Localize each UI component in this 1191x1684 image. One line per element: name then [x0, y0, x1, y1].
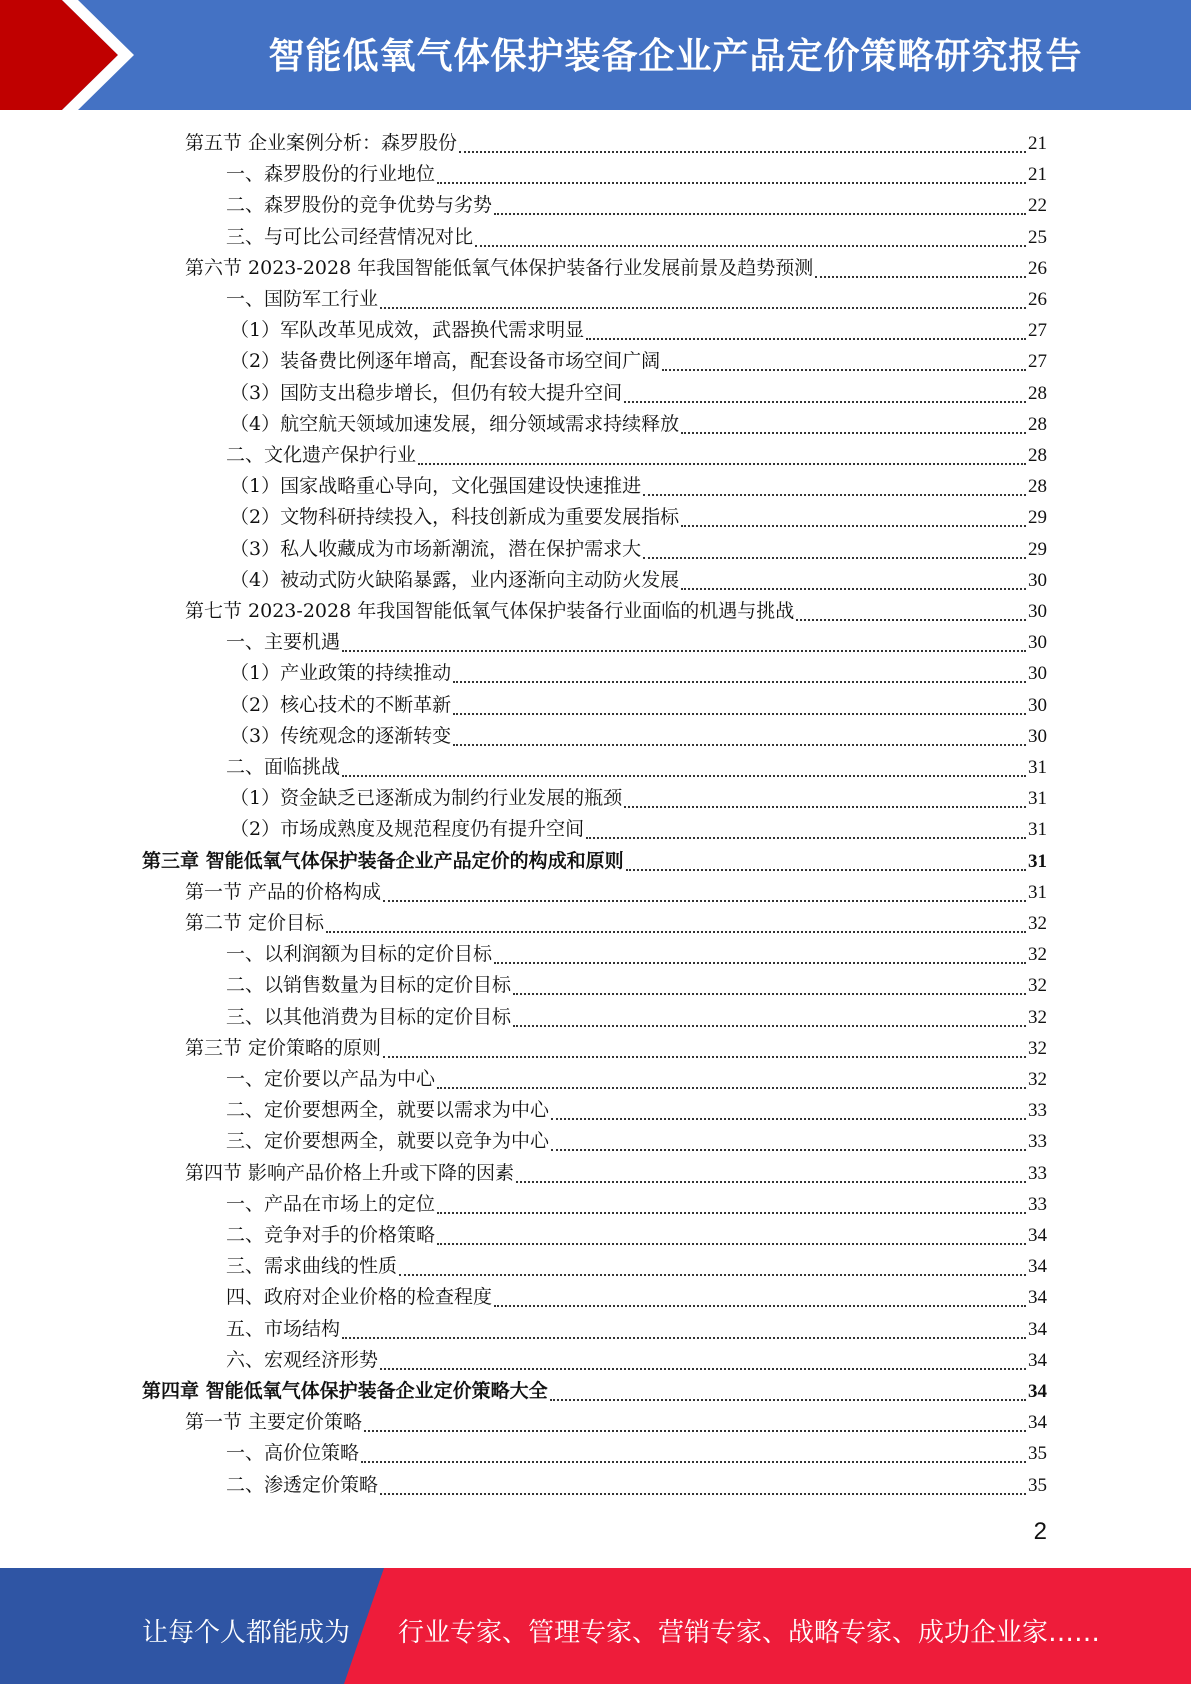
toc-subsection-entry[interactable]	[226, 1002, 1047, 1033]
toc-entry-title: 第五节 企业案例分析：森罗股份	[185, 132, 458, 154]
toc-entry-title: 三、以其他消费为目标的定价目标	[226, 1005, 512, 1028]
toc-dot-leader	[624, 805, 1026, 808]
toc-entry-title: （1）军队改革见成效，武器换代需求明显	[230, 319, 585, 342]
page-number: 2	[1033, 1518, 1047, 1545]
toc-subsection-entry[interactable]	[226, 1251, 1047, 1282]
toc-chapter-entry[interactable]	[142, 1376, 1047, 1407]
toc-entry-title: （2）市场成熟度及规范程度仍有提升空间	[230, 818, 585, 841]
toc-entry-page: 34	[1028, 1318, 1047, 1340]
toc-entry-page: 31	[1028, 881, 1047, 903]
header-chevron-icon	[0, 0, 160, 110]
toc-dot-leader	[380, 306, 1026, 309]
toc-dot-leader	[475, 244, 1026, 247]
toc-entry-title: 第四章 智能低氧气体保护装备企业定价策略大全	[142, 1380, 548, 1402]
toc-entry-page: 31	[1028, 757, 1047, 778]
toc-entry-title: （1）国家战略重心导向，文化强国建设快速推进	[230, 475, 642, 498]
toc-entry-page: 32	[1028, 913, 1047, 934]
toc-dot-leader	[418, 462, 1026, 465]
toc-dot-leader	[342, 649, 1026, 652]
toc-entry-title: 六、宏观经济形势	[226, 1348, 379, 1371]
toc-subsection-entry[interactable]	[230, 783, 1047, 814]
toc-entry-title: 第三章 智能低氧气体保护装备企业产品定价的构成和原则	[142, 849, 624, 872]
toc-dot-leader	[437, 1242, 1026, 1245]
toc-dot-leader	[681, 431, 1026, 434]
toc-section-entry[interactable]	[185, 877, 1047, 908]
toc-section-entry[interactable]	[185, 1407, 1047, 1438]
toc-entry-title: 三、与可比公司经营情况对比	[226, 225, 474, 248]
toc-entry-page: 27	[1028, 351, 1047, 373]
toc-subsection-entry[interactable]	[226, 627, 1047, 658]
toc-dot-leader	[624, 400, 1026, 403]
toc-dot-leader	[437, 1211, 1026, 1214]
toc-entry-title: 一、定价要以产品为中心	[226, 1068, 436, 1090]
toc-entry-page: 32	[1028, 1037, 1047, 1059]
toc-dot-leader	[494, 961, 1026, 964]
toc-entry-page: 33	[1028, 1162, 1047, 1184]
toc-entry-title: 第六节 2023-2028 年我国智能低氧气体保护装备行业发展前景及趋势预测	[185, 256, 814, 279]
toc-entry-title: 四、政府对企业价格的检查程度	[226, 1286, 493, 1309]
toc-section-entry[interactable]	[185, 253, 1047, 284]
toc-dot-leader	[342, 1336, 1026, 1339]
toc-subsection-entry[interactable]	[226, 222, 1047, 253]
toc-dot-leader	[513, 992, 1026, 995]
toc-dot-leader	[586, 337, 1026, 340]
toc-dot-leader	[453, 743, 1026, 746]
toc-entry-page: 34	[1028, 1349, 1047, 1371]
footer-slogan: 让每个人都能成为	[142, 1618, 351, 1648]
toc-subsection-entry[interactable]	[226, 1189, 1047, 1220]
toc-dot-leader	[399, 1273, 1026, 1276]
toc-subsection-entry[interactable]	[226, 1314, 1047, 1345]
toc-entry-title: 一、高价位策略	[226, 1442, 360, 1465]
toc-entry-title: 一、以利润额为目标的定价目标	[226, 943, 493, 966]
toc-entry-title: 第三节 定价策略的原则	[185, 1036, 382, 1059]
toc-dot-leader	[380, 1492, 1026, 1495]
footer-expert-list: 行业专家、管理专家、营销专家、战略专家、成功企业家……	[398, 1618, 1101, 1648]
toc-subsection-entry[interactable]	[226, 970, 1047, 1001]
toc-subsection-entry[interactable]	[230, 690, 1047, 721]
toc-subsection-entry[interactable]	[226, 1470, 1047, 1501]
toc-entry-title: （3）私人收藏成为市场新潮流，潜在保护需求大	[230, 537, 642, 560]
toc-dot-leader	[681, 587, 1026, 590]
toc-subsection-entry[interactable]	[230, 502, 1047, 533]
toc-entry-page: 26	[1028, 257, 1047, 279]
toc-entry-page: 34	[1028, 1381, 1047, 1402]
toc-dot-leader	[681, 524, 1026, 527]
toc-entry-title: （3）传统观念的逐渐转变	[230, 724, 452, 747]
toc-entry-page: 32	[1028, 1069, 1047, 1090]
toc-entry-page: 30	[1028, 632, 1047, 654]
toc-dot-leader	[364, 1429, 1026, 1432]
toc-entry-page: 35	[1028, 1474, 1047, 1496]
toc-entry-page: 30	[1028, 694, 1047, 716]
toc-entry-page: 34	[1028, 1287, 1047, 1309]
toc-subsection-entry[interactable]	[230, 409, 1047, 440]
toc-entry-title: （2）文物科研持续投入，科技创新成为重要发展指标	[230, 506, 680, 529]
toc-entry-title: （3）国防支出稳步增长，但仍有较大提升空间	[230, 381, 623, 404]
toc-dot-leader	[815, 275, 1026, 278]
toc-entry-page: 32	[1028, 944, 1047, 966]
toc-dot-leader	[643, 556, 1026, 559]
toc-dot-leader	[437, 181, 1026, 184]
toc-dot-leader	[662, 368, 1026, 371]
toc-entry-page: 29	[1028, 538, 1047, 560]
toc-entry-title: 二、森罗股份的竞争优势与劣势	[226, 194, 493, 217]
toc-entry-title: （4）被动式防火缺陷暴露，业内逐渐向主动防火发展	[230, 568, 680, 591]
toc-section-entry[interactable]	[185, 128, 1047, 159]
toc-dot-leader	[326, 930, 1026, 933]
toc-entry-page: 34	[1028, 1256, 1047, 1278]
toc-dot-leader	[453, 712, 1026, 715]
toc-entry-page: 26	[1028, 289, 1047, 310]
toc-subsection-entry[interactable]	[230, 378, 1047, 409]
toc-entry-title: 五、市场结构	[226, 1317, 341, 1340]
toc-dot-leader	[342, 774, 1026, 777]
toc-entry-page: 33	[1028, 1193, 1047, 1215]
toc-entry-page: 34	[1028, 1225, 1047, 1246]
toc-entry-title: 第四节 影响产品价格上升或下降的因素	[185, 1161, 515, 1184]
toc-subsection-entry[interactable]	[230, 721, 1047, 752]
toc-dot-leader	[453, 680, 1026, 683]
toc-entry-page: 30	[1028, 569, 1047, 591]
toc-dot-leader	[383, 899, 1026, 902]
toc-entry-page: 32	[1028, 975, 1047, 997]
toc-entry-page: 32	[1028, 1006, 1047, 1028]
toc-dot-leader	[551, 1117, 1026, 1120]
toc-entry-page: 30	[1028, 725, 1047, 747]
toc-subsection-entry[interactable]	[230, 565, 1047, 596]
toc-entry-page: 28	[1028, 382, 1047, 404]
toc-dot-leader	[626, 868, 1026, 871]
toc-dot-leader	[516, 1180, 1026, 1183]
toc-section-entry[interactable]	[185, 1158, 1047, 1189]
toc-dot-leader	[380, 1367, 1026, 1370]
toc-entry-title: （2）核心技术的不断革新	[230, 693, 452, 716]
toc-entry-page: 30	[1028, 601, 1047, 622]
toc-entry-page: 25	[1028, 226, 1047, 248]
toc-entry-title: 二、渗透定价策略	[226, 1473, 379, 1496]
toc-subsection-entry[interactable]	[226, 1095, 1047, 1126]
toc-subsection-entry[interactable]	[230, 346, 1047, 377]
toc-section-entry[interactable]	[185, 596, 1047, 627]
toc-entry-page: 22	[1028, 195, 1047, 217]
toc-subsection-entry[interactable]	[230, 471, 1047, 502]
toc-subsection-entry[interactable]	[226, 440, 1047, 471]
toc-dot-leader	[494, 1304, 1026, 1307]
toc-subsection-entry[interactable]	[230, 315, 1047, 346]
toc-entry-page: 21	[1028, 133, 1047, 154]
toc-entry-page: 28	[1028, 445, 1047, 466]
toc-entry-title: （1）产业政策的持续推动	[230, 662, 452, 685]
toc-entry-page: 31	[1028, 819, 1047, 841]
toc-subsection-entry[interactable]	[226, 190, 1047, 221]
toc-subsection-entry[interactable]	[226, 1345, 1047, 1376]
toc-section-entry[interactable]	[185, 1033, 1047, 1064]
toc-subsection-entry[interactable]	[230, 814, 1047, 845]
toc-entry-title: 一、森罗股份的行业地位	[226, 163, 436, 186]
toc-subsection-entry[interactable]	[226, 939, 1047, 970]
toc-dot-leader	[550, 1398, 1026, 1401]
toc-entry-title: 第一节 产品的价格构成	[185, 880, 382, 903]
toc-subsection-entry[interactable]	[226, 1220, 1047, 1251]
toc-entry-page: 35	[1028, 1443, 1047, 1465]
report-header	[0, 0, 1191, 110]
toc-entry-title: 三、定价要想两全，就要以竞争为中心	[226, 1130, 550, 1153]
toc-subsection-entry[interactable]	[226, 1282, 1047, 1313]
toc-entry-page: 34	[1028, 1412, 1047, 1434]
toc-entry-title: 一、主要机遇	[226, 631, 341, 654]
toc-dot-leader	[551, 1148, 1026, 1151]
toc-dot-leader	[494, 212, 1026, 215]
report-title: 智能低氧气体保护装备企业产品定价策略研究报告	[268, 36, 1083, 77]
toc-entry-title: 二、竞争对手的价格策略	[226, 1224, 436, 1246]
toc-dot-leader	[361, 1460, 1026, 1463]
toc-section-entry[interactable]	[185, 908, 1047, 939]
toc-subsection-entry[interactable]	[226, 1126, 1047, 1157]
toc-entry-title: （2）装备费比例逐年增高，配套设备市场空间广阔	[230, 350, 661, 373]
toc-entry-title: 二、文化遗产保护行业	[226, 444, 417, 466]
toc-subsection-entry[interactable]	[230, 658, 1047, 689]
toc-entry-title: 一、产品在市场上的定位	[226, 1192, 436, 1215]
toc-chapter-entry[interactable]	[142, 846, 1047, 877]
toc-entry-title: 一、国防军工行业	[226, 288, 379, 310]
toc-entry-page: 31	[1028, 850, 1047, 872]
toc-entry-title: 三、需求曲线的性质	[226, 1255, 398, 1278]
toc-dot-leader	[383, 1055, 1026, 1058]
toc-entry-title: （4）航空航天领域加速发展，细分领域需求持续释放	[230, 412, 680, 435]
toc-entry-title: 二、以销售数量为目标的定价目标	[226, 974, 512, 997]
toc-dot-leader	[459, 150, 1026, 153]
toc-entry-page: 28	[1028, 476, 1047, 498]
toc-entry-page: 28	[1028, 413, 1047, 435]
toc-subsection-entry[interactable]	[226, 1064, 1047, 1095]
toc-entry-page: 33	[1028, 1100, 1047, 1122]
toc-entry-title: 第一节 主要定价策略	[185, 1411, 363, 1434]
toc-subsection-entry[interactable]	[226, 284, 1047, 315]
toc-subsection-entry[interactable]	[226, 159, 1047, 190]
toc-entry-page: 21	[1028, 164, 1047, 186]
toc-dot-leader	[513, 1024, 1026, 1027]
toc-subsection-entry[interactable]	[230, 534, 1047, 565]
toc-entry-page: 30	[1028, 663, 1047, 685]
toc-entry-title: 第二节 定价目标	[185, 912, 325, 934]
toc-entry-title: 二、面临挑战	[226, 756, 341, 778]
toc-dot-leader	[643, 493, 1026, 496]
toc-dot-leader	[437, 1086, 1026, 1089]
toc-entry-title: 二、定价要想两全，就要以需求为中心	[226, 1099, 550, 1122]
report-footer	[0, 1568, 1191, 1684]
toc-entry-page: 33	[1028, 1131, 1047, 1153]
toc-entry-page: 29	[1028, 507, 1047, 529]
toc-entry-title: 第七节 2023-2028 年我国智能低氧气体保护装备行业面临的机遇与挑战	[185, 600, 795, 622]
toc-entry-title: （1）资金缺乏已逐渐成为制约行业发展的瓶颈	[230, 787, 623, 810]
toc-entry-page: 27	[1028, 320, 1047, 342]
toc-dot-leader	[586, 836, 1026, 839]
toc-subsection-entry[interactable]	[226, 1438, 1047, 1469]
toc-entry-page: 31	[1028, 788, 1047, 810]
toc-dot-leader	[796, 618, 1026, 621]
toc-subsection-entry[interactable]	[226, 752, 1047, 783]
